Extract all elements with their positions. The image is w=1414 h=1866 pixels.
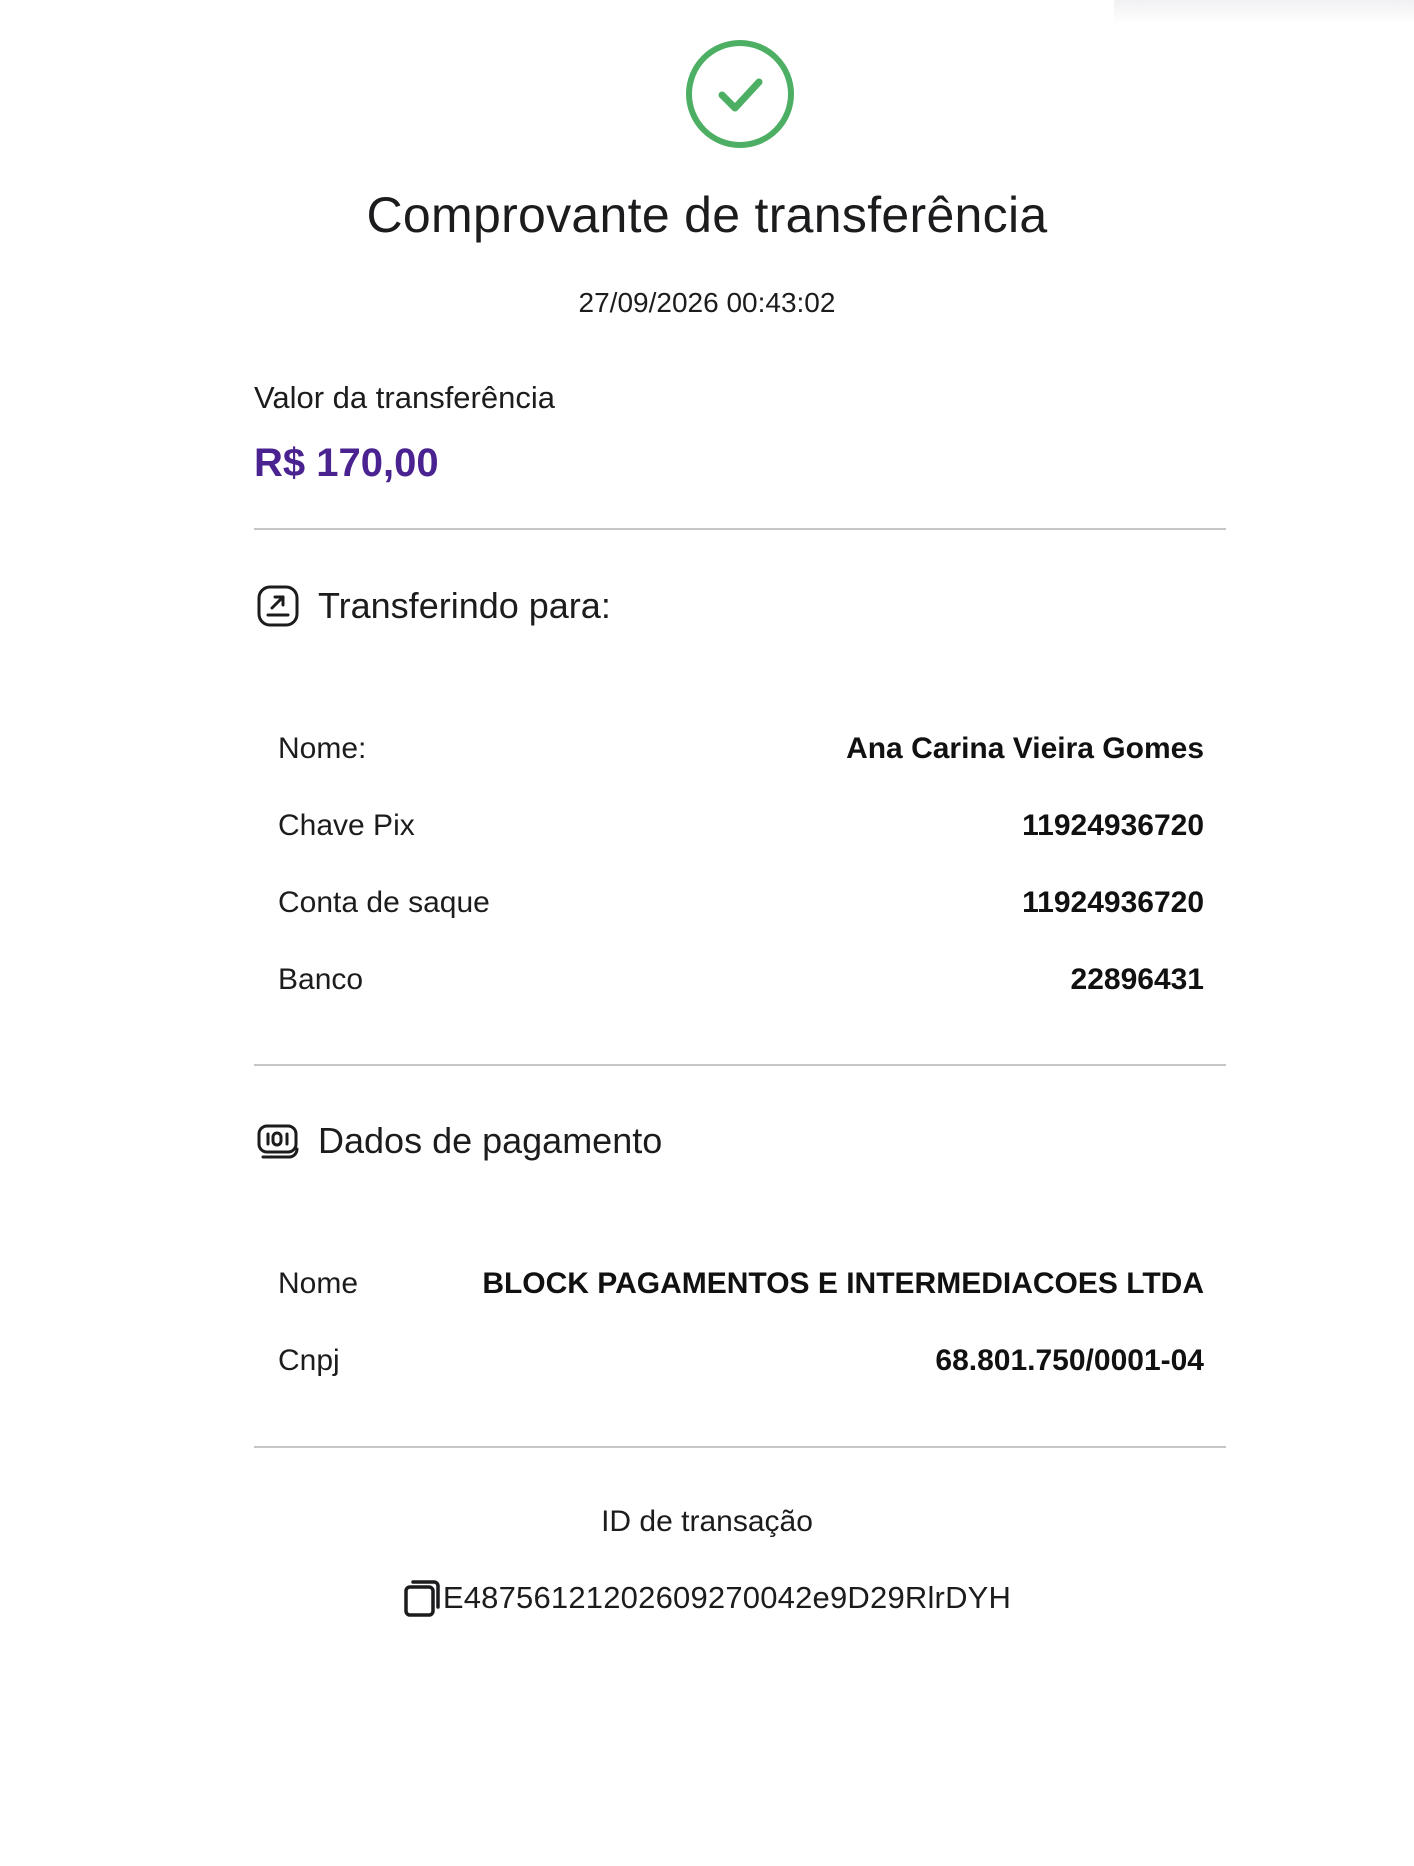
- page-title: Comprovante de transferência: [366, 187, 1048, 243]
- row-key: Conta de saque: [278, 886, 490, 919]
- recipient-row-name: [278, 729, 1204, 769]
- payment-row-cnpj: [278, 1341, 1204, 1381]
- payment-row-name: [278, 1264, 1204, 1304]
- recipient-section-title: Transferindo para:: [318, 585, 611, 626]
- row-value: 68.801.750/0001-04: [935, 1344, 1204, 1377]
- recipient-row-bank: [278, 960, 1204, 1000]
- row-value: 11924936720: [1022, 886, 1204, 919]
- row-value: 22896431: [1070, 963, 1204, 996]
- row-value: 11924936720: [1022, 809, 1204, 842]
- row-key: Nome:: [278, 732, 367, 765]
- row-key: Cnpj: [278, 1344, 340, 1377]
- divider: [254, 1446, 1226, 1448]
- row-key: Chave Pix: [278, 809, 415, 842]
- row-key: Nome: [278, 1267, 359, 1300]
- payment-section-title: Dados de pagamento: [318, 1120, 663, 1161]
- row-key: Banco: [278, 963, 364, 996]
- copy-icon[interactable]: [403, 1578, 441, 1618]
- recipient-row-account: [278, 883, 1204, 923]
- top-corner-shade: [1114, 0, 1414, 24]
- divider: [254, 528, 1226, 530]
- recipient-section-header: [256, 583, 611, 629]
- row-value: BLOCK PAGAMENTOS E INTERMEDIACOES LTDA: [482, 1267, 1204, 1300]
- recipient-row-pix-key: [278, 806, 1204, 846]
- payment-section-header: [256, 1118, 662, 1164]
- banknote-icon: [256, 1119, 300, 1163]
- transfer-datetime: 27/09/2026 00:43:02: [578, 287, 836, 318]
- outgoing-transfer-icon: [256, 584, 300, 628]
- row-value: Ana Carina Vieira Gomes: [846, 732, 1204, 765]
- amount-value: R$ 170,00: [254, 441, 439, 485]
- check-circle-icon: [684, 38, 796, 150]
- transaction-id-value[interactable]: E48756121202609270042e9D29RlrDYH: [442, 1580, 1012, 1615]
- transaction-id-row: [0, 1578, 1414, 1618]
- divider: [254, 1064, 1226, 1066]
- amount-label: Valor da transferência: [254, 380, 555, 415]
- transaction-id-label: ID de transação: [601, 1505, 813, 1538]
